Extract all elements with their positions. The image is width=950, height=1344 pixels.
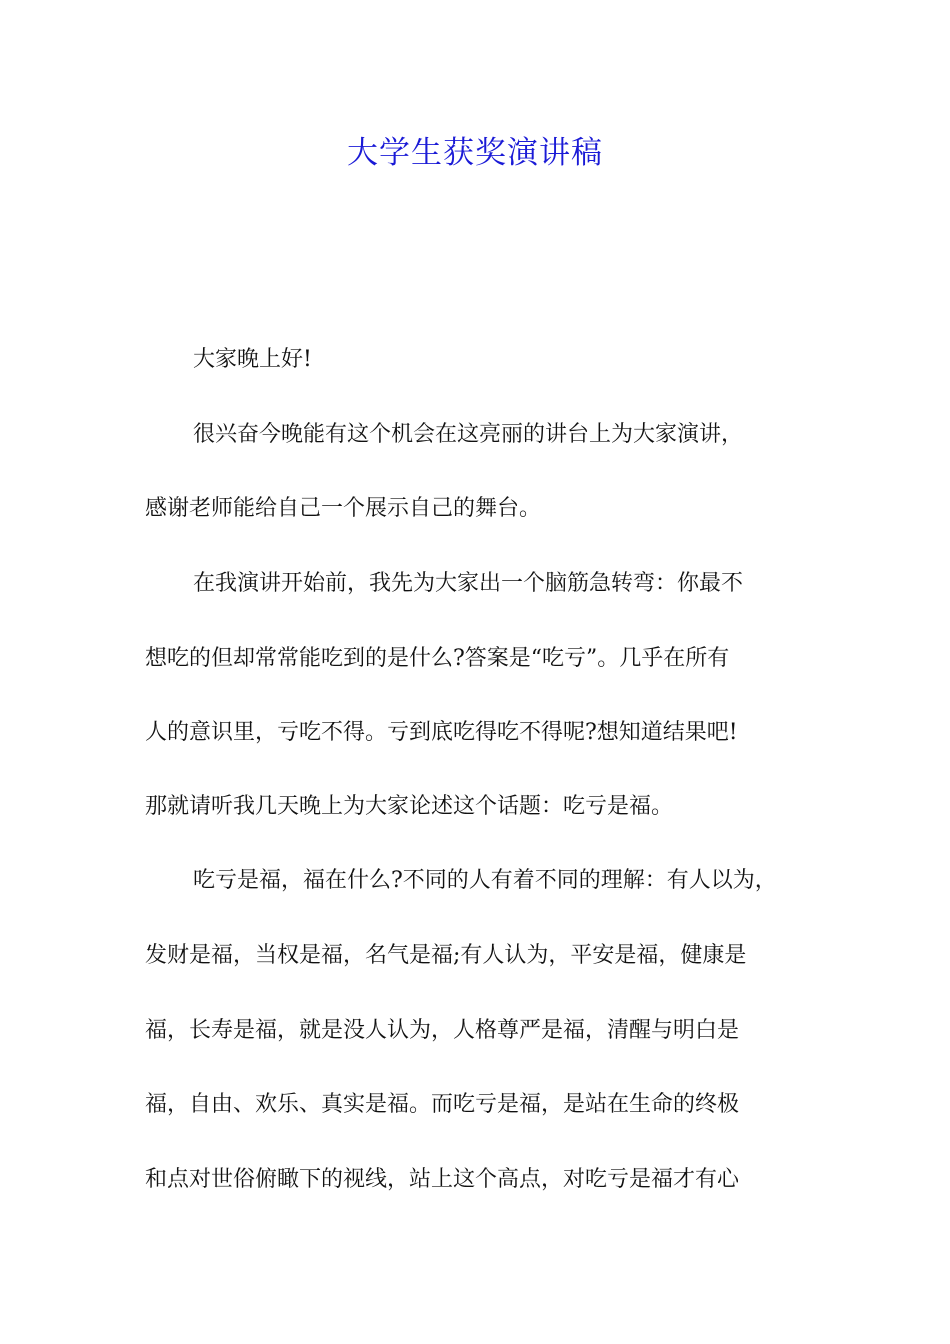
paragraph-line: 人的意识里，亏吃不得。亏到底吃得吃不得呢?想知道结果吧! — [145, 720, 738, 745]
document-title: 大学生获奖演讲稿 — [347, 135, 603, 171]
paragraph-line: 福，长寿是福，就是没人认为，人格尊严是福，清醒与明白是 — [145, 1018, 740, 1043]
paragraph-line: 大家晚上好! — [193, 347, 312, 372]
paragraph-line: 福，自由、欢乐、真实是福。而吃亏是福，是站在生命的终极 — [145, 1092, 740, 1117]
paragraph-line: 很兴奋今晚能有这个机会在这亮丽的讲台上为大家演讲， — [193, 422, 744, 447]
paragraph-line: 感谢老师能给自己一个展示自己的舞台。 — [145, 496, 542, 521]
paragraph-line: 想吃的但却常常能吃到的是什么?答案是“吃亏”。几乎在所有 — [145, 646, 730, 671]
paragraph-line: 和点对世俗俯瞰下的视线，站上这个高点，对吃亏是福才有心 — [145, 1167, 740, 1192]
paragraph-line: 发财是福，当权是福，名气是福;有人认为，平安是福，健康是 — [145, 943, 747, 968]
paragraph-line: 在我演讲开始前，我先为大家出一个脑筋急转弯：你最不 — [193, 571, 744, 596]
paragraph-line: 那就请听我几天晚上为大家论述这个话题：吃亏是福。 — [145, 794, 674, 819]
paragraph-line: 吃亏是福，福在什么?不同的人有着不同的理解：有人以为， — [193, 868, 777, 893]
